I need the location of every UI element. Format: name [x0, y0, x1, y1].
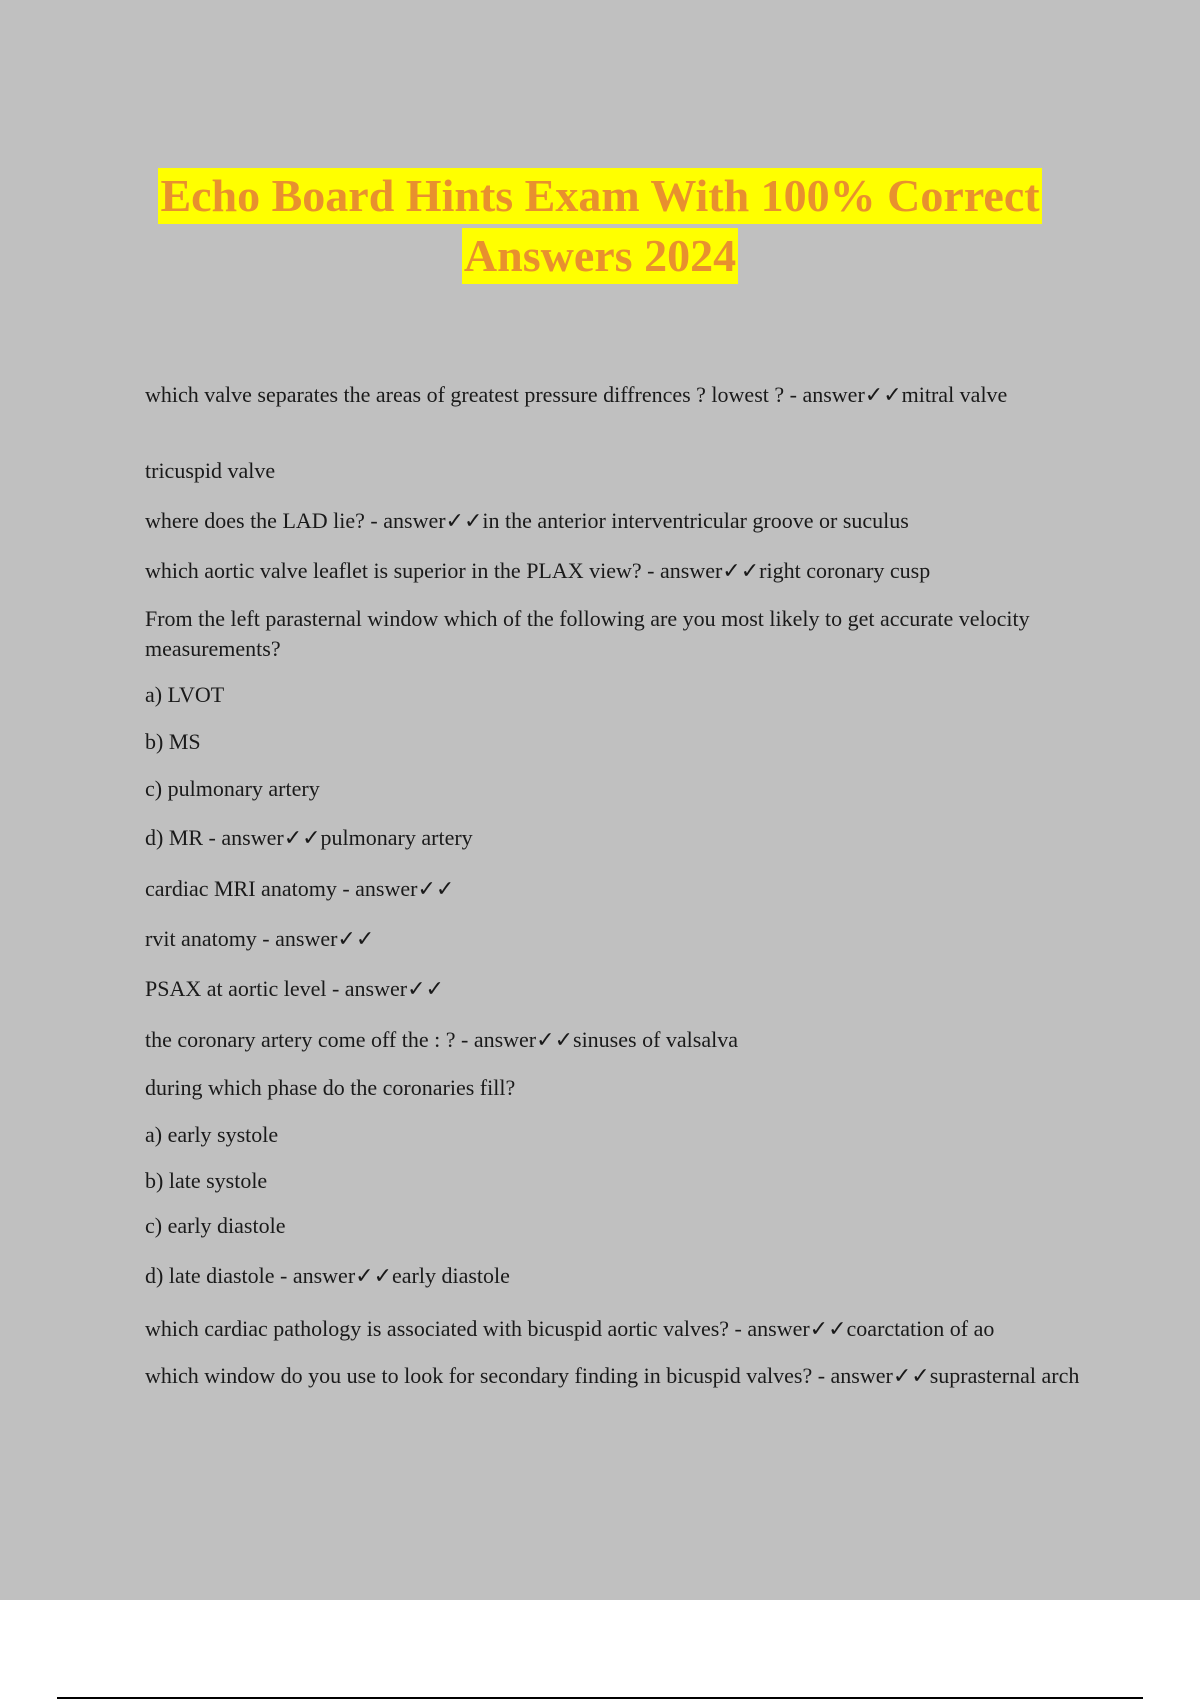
answer-line: tricuspid valve — [145, 458, 276, 483]
question-line: which window do you use to look for secondary finding in bicuspid valves? - answer✓✓suprasternal arch — [145, 1363, 1080, 1388]
option-line: a) early systole — [145, 1122, 279, 1147]
option-line: c) early diastole — [145, 1213, 286, 1238]
question-line: which cardiac pathology is associated with bicuspid aortic valves? - answer✓✓coarctation of ao — [145, 1316, 995, 1341]
option-line: d) late diastole - answer✓✓early diastole — [145, 1263, 510, 1288]
option-line: a) LVOT — [145, 682, 225, 707]
option-line: b) MS — [145, 729, 201, 754]
option-line: d) MR - answer✓✓pulmonary artery — [145, 825, 473, 850]
question-line: PSAX at aortic level - answer✓✓ — [145, 976, 444, 1001]
question-line: cardiac MRI anatomy - answer✓✓ — [145, 876, 455, 901]
title-line-1: Echo Board Hints Exam With 100% Correct — [158, 168, 1041, 224]
option-line: c) pulmonary artery — [145, 776, 320, 801]
question-line: the coronary artery come off the : ? - answer✓✓sinuses of valsalva — [145, 1027, 738, 1052]
title-line-2: Answers 2024 — [462, 228, 738, 284]
question-line: where does the LAD lie? - answer✓✓in the anterior interventricular groove or suculus — [145, 508, 909, 533]
question-line: rvit anatomy - answer✓✓ — [145, 926, 375, 951]
option-line: b) late systole — [145, 1168, 268, 1193]
question-line: From the left parasternal window which of the following are you most likely to get accurate velocity measurements? — [145, 606, 1030, 661]
footer-divider — [57, 1697, 1143, 1699]
question-line: during which phase do the coronaries fill? — [145, 1075, 516, 1100]
question-line: which aortic valve leaflet is superior in the PLAX view? - answer✓✓right coronary cusp — [145, 558, 931, 583]
document-title — [0, 168, 1200, 288]
question-line: which valve separates the areas of greatest pressure diffrences ? lowest ? - answer✓✓mitral valve — [145, 382, 1008, 407]
